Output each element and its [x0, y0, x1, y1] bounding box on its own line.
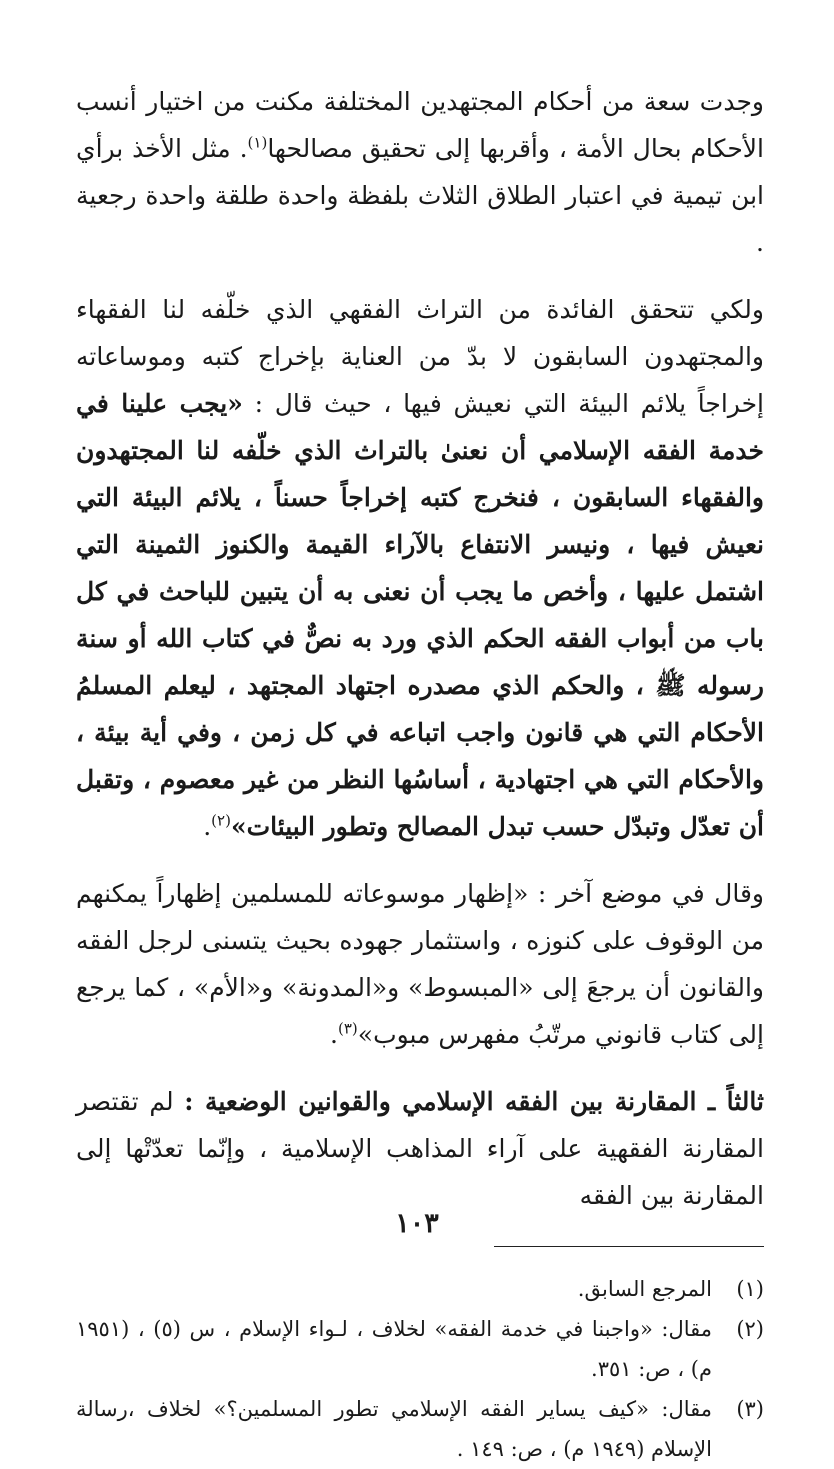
footnote-text: مقال: «كيف يساير الفقه الإسلامي تطور المسلمين؟» لخلاف ،رسالة الإسلام (١٩٤٩ م) ، ص: ١٤٩ . — [76, 1397, 712, 1461]
footnote-ref-3[interactable]: (٣) — [338, 1019, 358, 1038]
paragraph-4-text: لم تقتصر المقارنة الفقهية على آراء المذاهب الإسلامية ، وإنّما تعدّتْها إلى المقارنة بين الفقه — [76, 1087, 764, 1210]
paragraph-1 — [76, 78, 764, 266]
footnote-ref-1[interactable]: (١) — [247, 133, 268, 152]
footnote-number: (٣) — [736, 1397, 764, 1421]
paragraph-2-quote: «يجب علينا في خدمة الفقه الإسلامي أن نعنىٰ بالتراث الذي خلّفه لنا المجتهدون والفقهاء السابقون ، فنخرج كتبه إخراجاً حسناً ، يلائم البيئة التي نعيش فيها ، ونيسر الانتفاع بالآراء القيمة والكنوز الثمينة التي اشتمل عليها ، وأخص ما يجب أن نعنى به أن يتبين للباحث في كل باب من أبواب الفقه الحكم الذي ورد به نصٌّ في كتاب الله أو سنة رسوله ﷺ ، والحكم الذي مصدره اجتهاد المجتهد ، ليعلم المسلمُ الأحكام التي هي قانون واجب اتباعه في كل زمن ، وفي أية بيئة ، والأحكام التي هي اجتهادية ، أساسُها النظر من غير معصوم ، وتقبل أن تعدّل وتبدّل حسب تبدل المصالح وتطور البيئات» — [76, 389, 764, 841]
footnotes — [76, 1269, 764, 1469]
paragraph-2-intro: ولكي تتحقق الفائدة من التراث الفقهي الذي خلّفه لنا الفقهاء والمجتهدون السابقون لا بدّ من العناية بإخراج كتبه وموساعاته إخراجاً يلائم البيئة التي نعيش فيها ، حيث قال : — [76, 295, 764, 418]
footnote-3 — [76, 1389, 764, 1469]
paragraph-1-text-b: . مثل الأخذ برأي ابن تيمية في اعتبار الطلاق الثلاث بلفظة واحدة طلقة واحدة رجعية . — [76, 134, 764, 257]
paragraph-2-end: . — [203, 812, 212, 841]
paragraph-3-text: وقال في موضع آخر : «إظهار موسوعاته للمسلمين إظهاراً يمكنهم من الوقوف على كنوزه ، واستثمار جهوده بحيث يتسنى لرجل الفقه والقانون أن يرجعَ إلى «المبسوط» و«المدونة» و«الأم» ، كما يرجع إلى كتاب قانوني مرتّبُ مفهرس مبوب» — [76, 879, 764, 1049]
footnote-number: (١) — [736, 1277, 764, 1301]
footnote-number: (٢) — [736, 1317, 764, 1341]
footnote-divider — [494, 1246, 764, 1247]
page-number: ١٠٣ — [395, 1208, 439, 1239]
paragraph-1-text-a: وجدت سعة من أحكام المجتهدين المختلفة مكنت من اختيار أنسب الأحكام بحال الأمة ، وأقربها إلى تحقيق مصالحها — [76, 87, 764, 163]
footnote-text: مقال: «واجبنا في خدمة الفقه» لخلاف ، لـواء الإسلام ، س (٥) ، (١٩٥١ م) ، ص: ٣٥١. — [76, 1317, 713, 1381]
footnote-1 — [76, 1269, 764, 1309]
paragraph-3 — [76, 870, 764, 1058]
paragraph-2 — [76, 286, 764, 850]
paragraph-3-end: . — [330, 1020, 338, 1049]
footnote-text: المرجع السابق. — [577, 1277, 712, 1301]
paragraph-4 — [76, 1078, 764, 1219]
section-heading: ثالثاً ـ المقارنة بين الفقه الإسلامي والقوانين الوضعية : — [184, 1087, 764, 1116]
footnote-2 — [76, 1309, 764, 1389]
footnote-ref-2[interactable]: (٢) — [211, 811, 231, 830]
